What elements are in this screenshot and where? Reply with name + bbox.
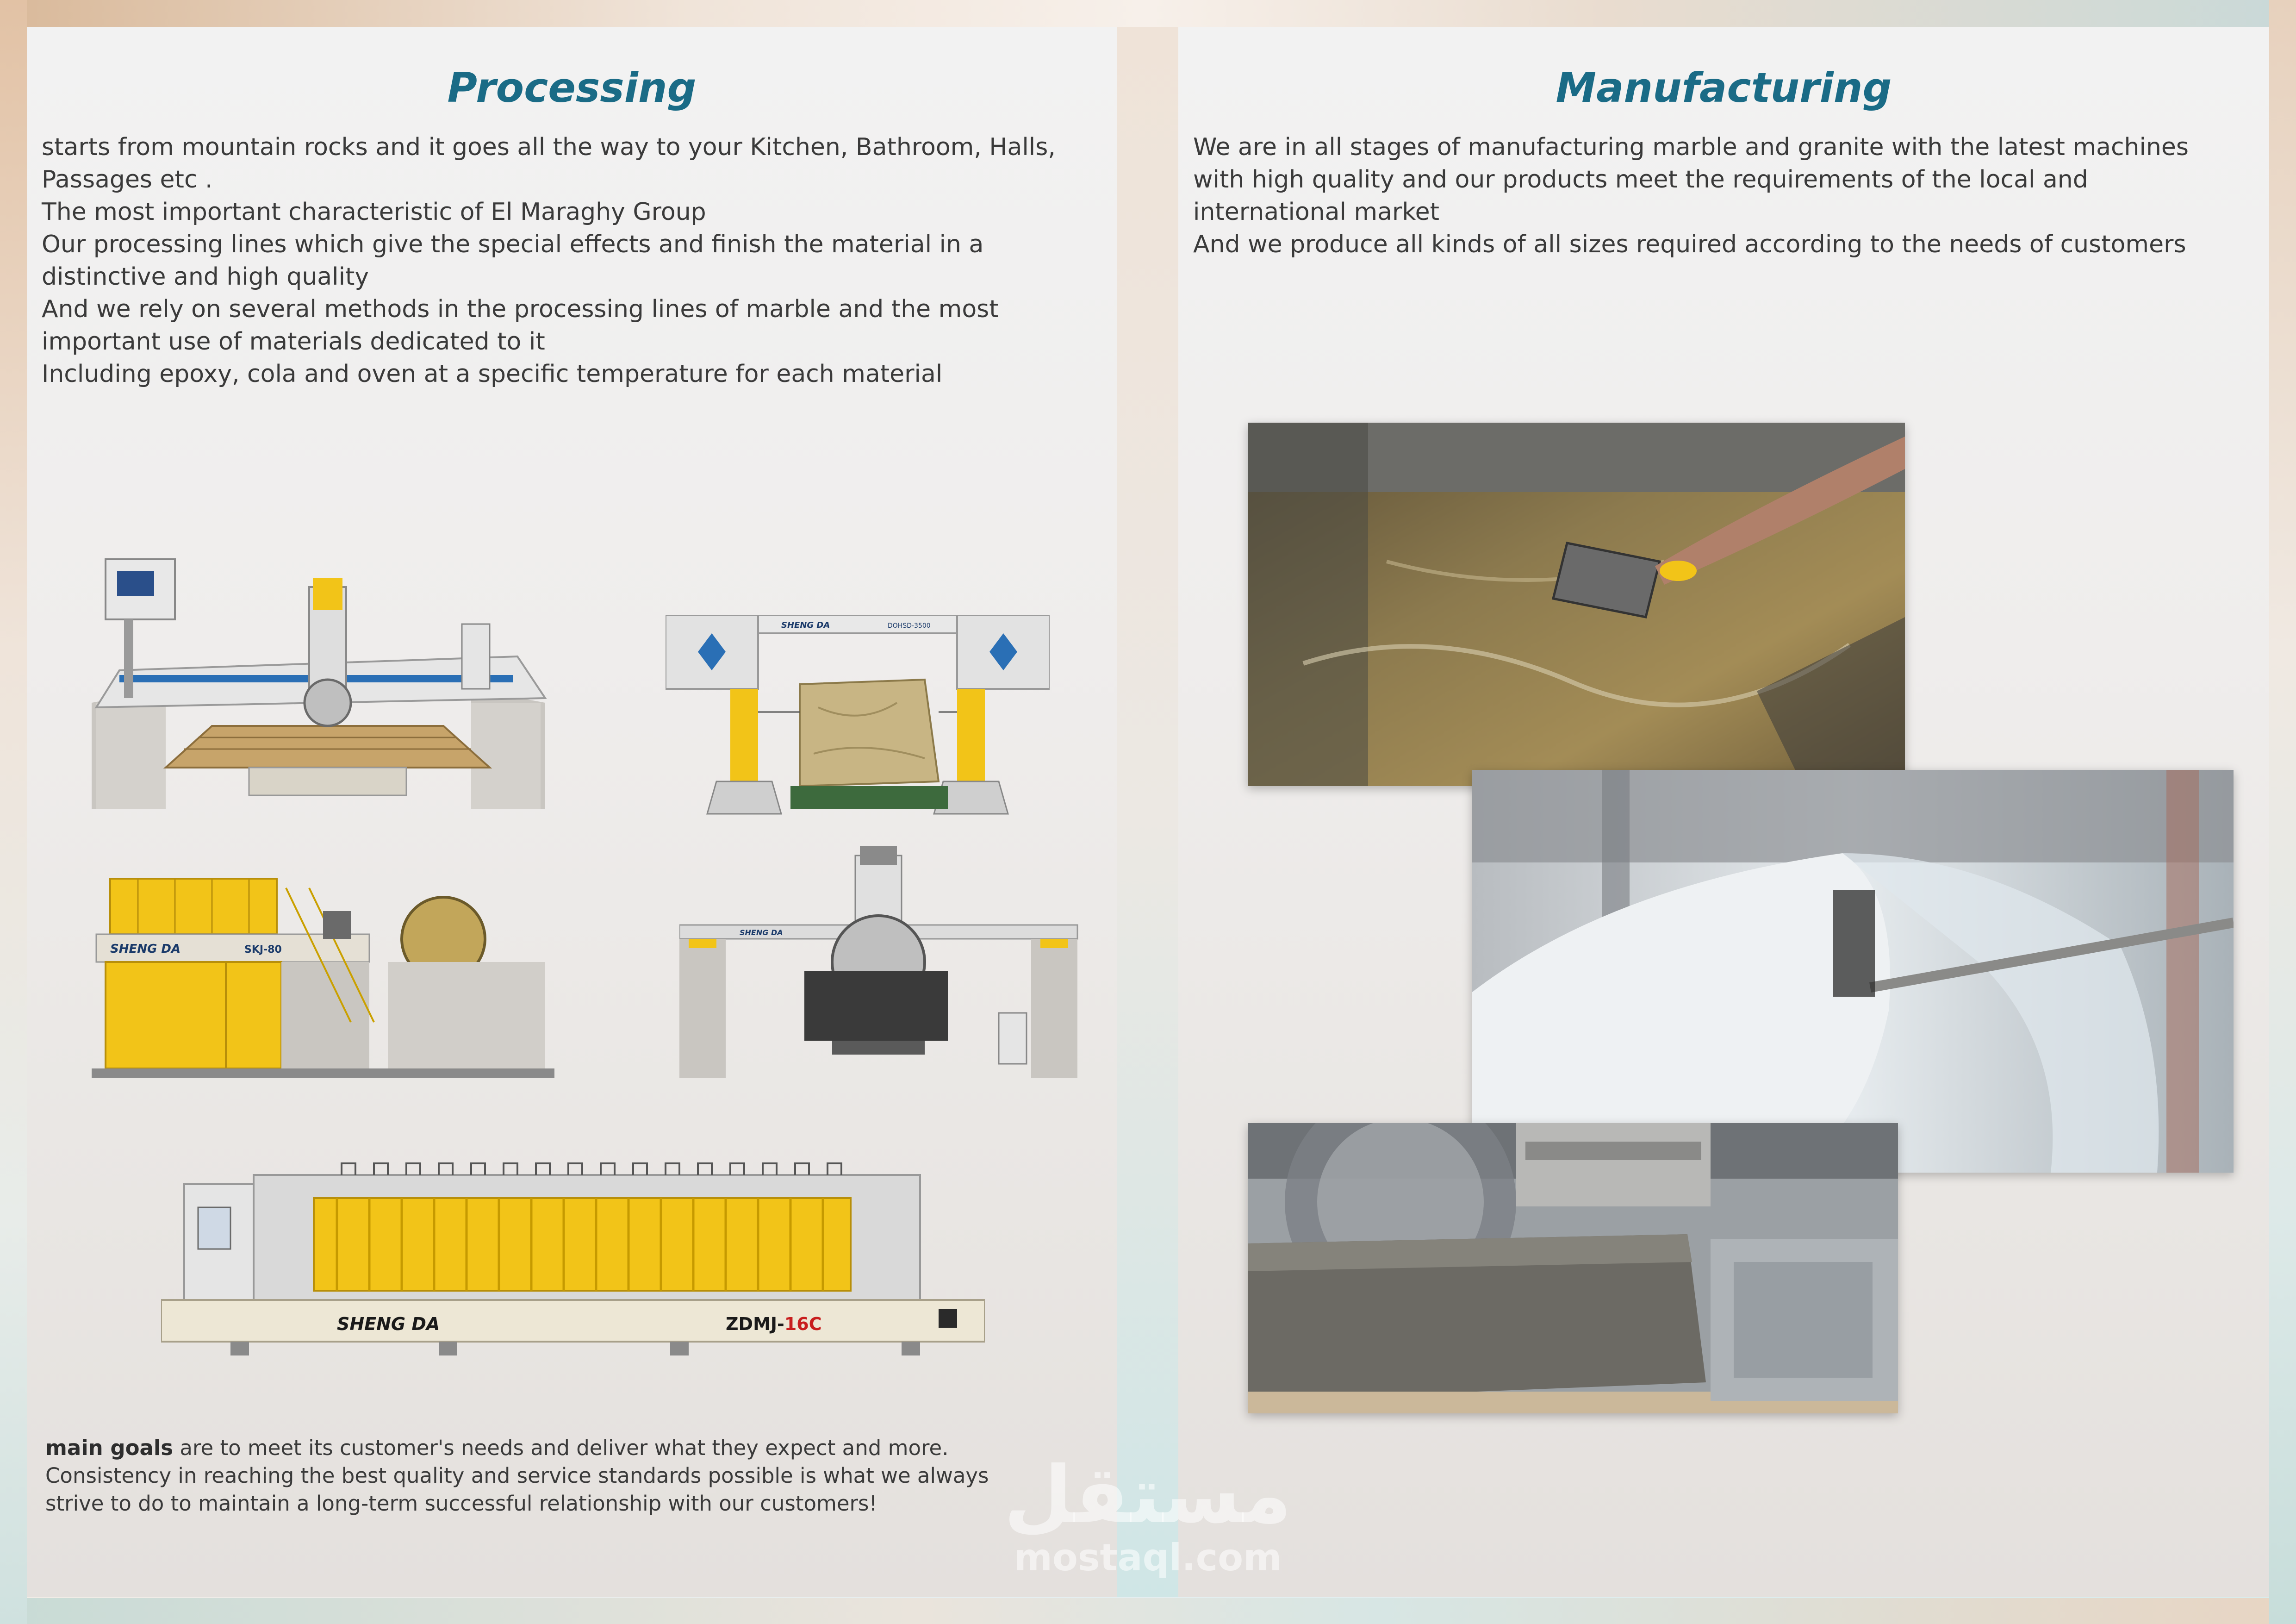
polisher-brand-label: SHENG DA [337,1314,440,1334]
processing-paragraph: And we rely on several methods in the processing lines of marble and the most important use of materials dedicated to it [42,295,999,356]
frame-left-edge [0,0,27,1624]
goals-lead-rest: are to meet its customer's needs and deliver what they expect and more. [173,1436,949,1460]
processing-paragraph: starts from mountain rocks and it goes all the way to your Kitchen, Bathroom, Halls, Passages etc . [42,133,1056,194]
manufacturing-paragraph: And we produce all kinds of all sizes required according to the needs of customers [1193,231,2186,258]
manufacturing-title: Manufacturing [1556,64,1892,112]
multi-blade-saw-model-label: SKJ-80 [244,944,282,956]
manufacturing-paragraph: We are in all stages of manufacturing marble and granite with the latest machines with high quality and our products meet the requirements of the local and international market [1193,133,2189,226]
goals-line-2: Consistency in reaching the best quality and service standards possible is what we always [45,1463,989,1488]
page-gutter [1117,27,1178,1597]
goals-line-3: strive to do to maintain a long-term successful relationship with our customers! [45,1491,877,1516]
processing-page [27,27,1117,1597]
processing-title: Processing [447,64,697,112]
wire-saw-brand-label: SHENG DA [781,620,830,630]
goals-lead: main goals [45,1436,174,1460]
goals-line-1 [45,1434,1110,1462]
watermark-arabic: مستقل [1004,1449,1292,1541]
multi-blade-saw-machine-image [92,869,554,1078]
polisher-model-prefix [726,1314,822,1334]
bridge-saw-machine-image [92,550,550,809]
frame-top-edge [0,0,2296,27]
multi-blade-saw-brand-label: SHENG DA [110,942,181,956]
automatic-polishing-line-image [161,1147,985,1360]
epoxy-application-photo [1248,423,1905,786]
frame-right-edge [2269,0,2296,1624]
watermark-latin: mostaql.com [1014,1536,1282,1579]
processing-body [42,131,1101,390]
block-cutter-machine-image [679,846,1082,1078]
frame-bottom-edge [0,1598,2296,1624]
polisher-model-suffix-text: 16C [784,1314,822,1334]
wet-cutting-marble-photo [1472,770,2234,1173]
manufacturing-body [1193,131,2225,261]
wire-saw-machine-image [666,615,1050,828]
processing-paragraph: Including epoxy, cola and oven at a specific temperature for each material [42,360,943,388]
block-cutter-brand-label: SHENG DA [740,928,783,937]
granite-saw-cutting-photo [1248,1123,1898,1413]
wire-saw-model-label: DOHSD-3500 [888,622,931,630]
polisher-model-prefix-text: ZDMJ- [726,1314,784,1334]
processing-paragraph: Our processing lines which give the special effects and finish the material in a distinctive and high quality [42,231,984,291]
main-goals-text [45,1434,1110,1518]
manufacturing-page [1178,27,2269,1597]
processing-paragraph: The most important characteristic of El Maraghy Group [42,198,706,226]
